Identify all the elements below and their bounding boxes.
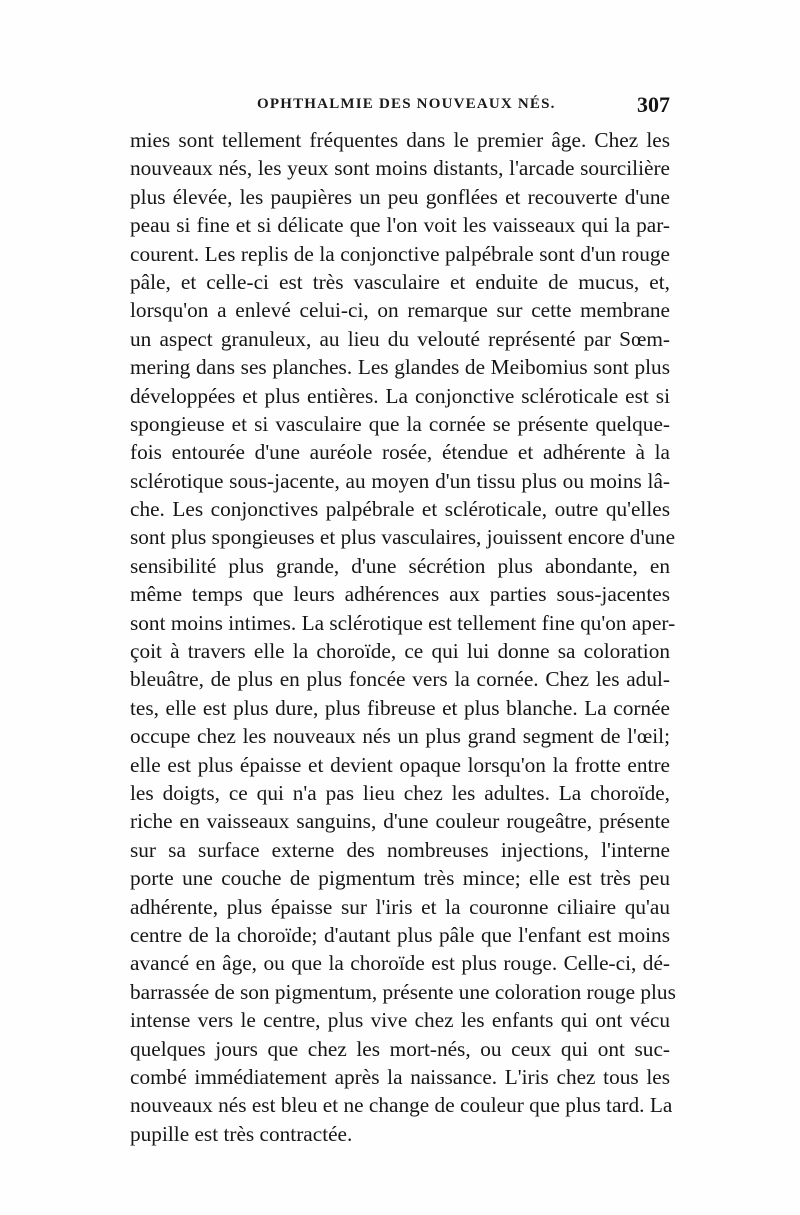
text-line: même temps que leurs adhérences aux parties sous-jacentes — [130, 582, 670, 607]
text-line: tes, elle est plus dure, plus fibreuse et plus blanche. La cornée — [130, 695, 670, 720]
running-title: OPHTHALMIE DES NOUVEAUX NÉS. — [257, 96, 556, 112]
text-line: un aspect granuleux, au lieu du velouté représenté par Sœm- — [130, 326, 670, 351]
text-line: plus élevée, les paupières un peu gonflées et recouverte d'une — [130, 184, 670, 209]
text-line: quelques jours que chez les mort-nés, ou ceux qui ont suc- — [130, 1036, 670, 1061]
text-line: courent. Les replis de la conjonctive palpébrale sont d'un rouge — [130, 241, 670, 266]
text-line: adhérente, plus épaisse sur l'iris et la couronne ciliaire qu'au — [130, 894, 670, 919]
text-line: avancé en âge, ou que la choroïde est plus rouge. Celle-ci, dé- — [130, 951, 670, 976]
text-line: sont plus spongieuses et plus vasculaires, jouissent encore d'une — [130, 525, 676, 550]
text-line: nouveaux nés est bleu et ne change de couleur que plus tard. La — [130, 1093, 673, 1118]
text-line: elle est plus épaisse et devient opaque lorsqu'on la frotte entre — [130, 752, 670, 777]
text-line: peau si fine et si délicate que l'on voit les vaisseaux qui la par- — [130, 213, 670, 238]
text-line: barrassée de son pigmentum, présente une coloration rouge plus — [130, 979, 676, 1004]
text-line: développées et plus entières. La conjonctive scléroticale est si — [130, 383, 670, 408]
text-line: riche en vaisseaux sanguins, d'une couleur rougeâtre, présente — [130, 809, 670, 834]
text-line: sensibilité plus grande, d'une sécrétion plus abondante, en — [130, 553, 670, 578]
text-line: centre de la choroïde; d'autant plus pâle que l'enfant est moins — [130, 922, 670, 947]
running-header — [130, 92, 670, 122]
text-line: fois entourée d'une auréole rosée, étendue et adhérente à la — [130, 440, 670, 465]
text-line: lorsqu'on a enlevé celui-ci, on remarque sur cette membrane — [130, 298, 670, 323]
text-line: intense vers le centre, plus vive chez les enfants qui ont vécu — [130, 1008, 670, 1033]
body-text — [130, 126, 676, 1148]
text-line: sclérotique sous-jacente, au moyen d'un tissu plus ou moins lâ- — [130, 468, 670, 493]
text-line: pâle, et celle-ci est très vasculaire et enduite de mucus, et, — [130, 269, 670, 294]
text-line: sont moins intimes. La sclérotique est tellement fine qu'on aper- — [130, 610, 676, 635]
text-line: spongieuse et si vasculaire que la cornée se présente quelque- — [130, 411, 670, 436]
text-line: pupille est très contractée. — [130, 1121, 353, 1146]
text-line: che. Les conjonctives palpébrale et scléroticale, outre qu'elles — [130, 497, 670, 522]
page-number: 307 — [637, 92, 670, 117]
text-line: combé immédiatement après la naissance. L'iris chez tous les — [130, 1064, 670, 1089]
text-line: occupe chez les nouveaux nés un plus grand segment de l'œil; — [130, 724, 670, 749]
text-line: bleuâtre, de plus en plus foncée vers la cornée. Chez les adul- — [130, 667, 670, 692]
text-line: çoit à travers elle la choroïde, ce qui lui donne sa coloration — [130, 639, 670, 664]
text-line: porte une couche de pigmentum très mince; elle est très peu — [130, 866, 670, 891]
text-line: mering dans ses planches. Les glandes de Meibomius sont plus — [130, 355, 670, 380]
text-line: mies sont tellement fréquentes dans le premier âge. Chez les — [130, 128, 670, 152]
text-line: sur sa surface externe des nombreuses injections, l'interne — [130, 837, 670, 862]
text-line: nouveaux nés, les yeux sont moins distants, l'arcade sourcilière — [130, 156, 670, 181]
text-line: les doigts, ce qui n'a pas lieu chez les adultes. La choroïde, — [130, 780, 670, 805]
